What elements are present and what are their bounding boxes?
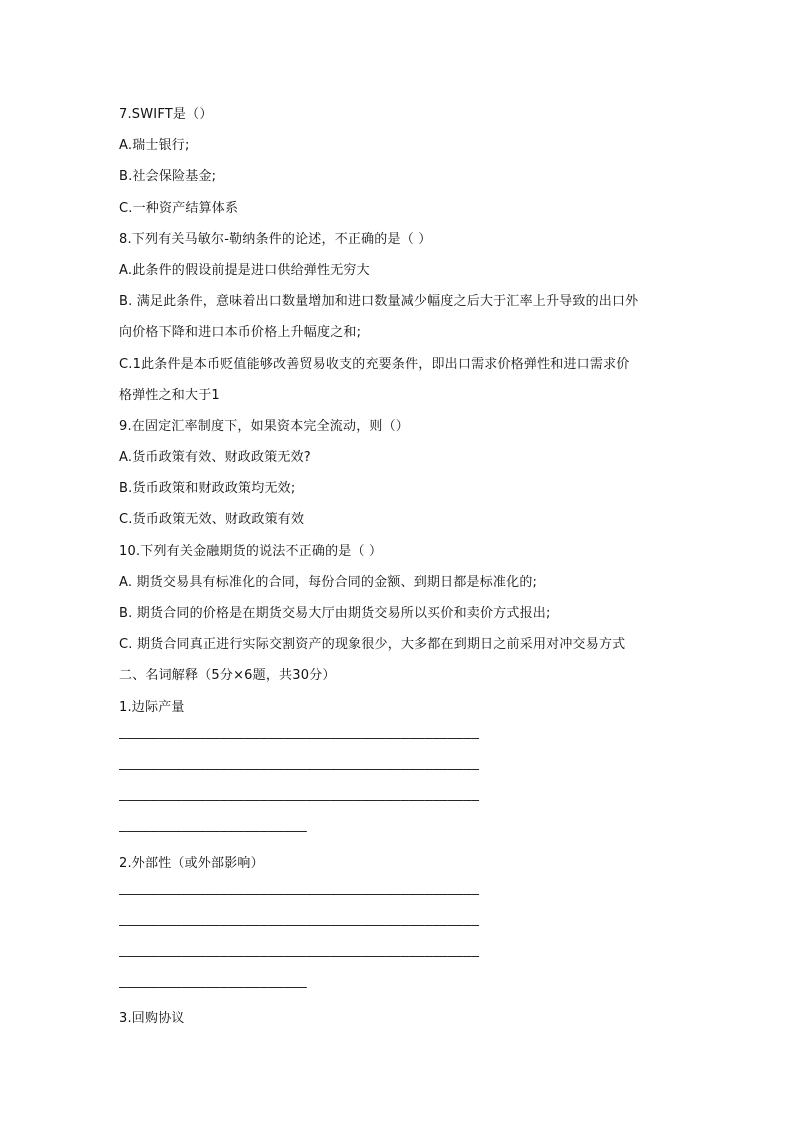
option-text: B. 期货合同的价格是在期货交易大厅由期货交易所以买价和卖价方式报出; <box>119 606 551 621</box>
answer-blank-line: ———————————————————————— <box>119 980 307 996</box>
answer-blank-line: ———————————————————————— <box>119 824 307 840</box>
answer-blank-line: —————————————————————————————————————————————— <box>119 949 480 965</box>
option-text: C.1此条件是本币贬值能够改善贸易收支的充要条件，即出口需求价格弹性和进口需求价 <box>119 356 630 372</box>
term-title: 1.边际产量 <box>119 699 185 715</box>
answer-blank-line: —————————————————————————————————————————————— <box>119 917 480 933</box>
option-text: A.瑞士银行; <box>119 138 190 154</box>
option-text: C.一种资产结算体系 <box>119 200 239 216</box>
exam-content <box>119 99 679 1035</box>
option-text: A.货币政策有效、财政政策无效? <box>119 450 311 466</box>
question-text: 8.下列有关马敏尔-勒纳条件的论述，不正确的是（ ） <box>119 231 432 247</box>
option-text: A.此条件的假设前提是进口供给弹性无穷大 <box>119 262 370 278</box>
section-heading: 二、名词解释（5分×6题，共30分） <box>119 668 336 684</box>
option-text: B. 满足此条件，意味着出口数量增加和进口数量减少幅度之后大于汇率上升导致的出口外 <box>119 294 639 310</box>
option-text: C.货币政策无效、财政政策有效 <box>119 512 305 528</box>
term-title: 3.回购协议 <box>119 1011 185 1027</box>
question-text: 7.SWIFT是（） <box>119 107 213 122</box>
question-text: 10.下列有关金融期货的说法不正确的是（ ） <box>119 543 383 559</box>
answer-blank-line: —————————————————————————————————————————————— <box>119 730 480 746</box>
option-text: C. 期货合同真正进行实际交割资产的现象很少，大多都在到期日之前采用对冲交易方式 <box>119 637 626 653</box>
answer-blank-line: —————————————————————————————————————————————— <box>119 886 480 902</box>
option-text: B.货币政策和财政政策均无效; <box>119 481 296 497</box>
option-text: 格弹性之和大于1 <box>119 387 220 403</box>
answer-blank-line: —————————————————————————————————————————————— <box>119 761 480 777</box>
answer-blank-line: —————————————————————————————————————————————— <box>119 793 480 809</box>
question-text: 9.在固定汇率制度下，如果资本完全流动，则（） <box>119 418 410 434</box>
option-text: 向价格下降和进口本币价格上升幅度之和; <box>119 325 362 341</box>
term-title: 2.外部性（或外部影响） <box>119 855 264 871</box>
option-text: B.社会保险基金; <box>119 169 217 185</box>
option-text: A. 期货交易具有标准化的合同，每份合同的金额、到期日都是标准化的; <box>119 574 538 590</box>
